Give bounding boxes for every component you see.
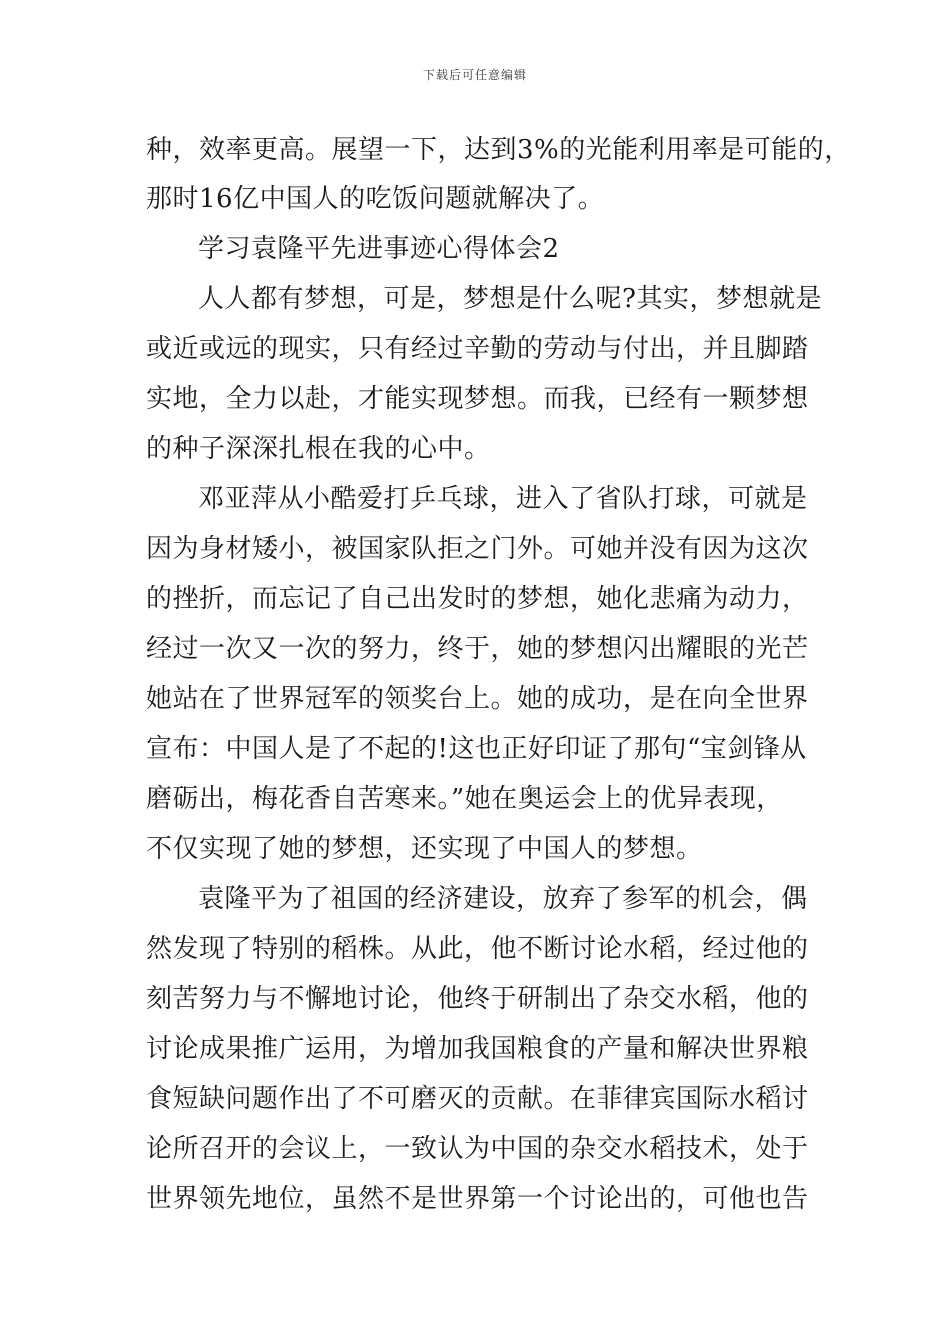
text-line: 的种子深深扎根在我的心中。 bbox=[146, 434, 491, 464]
text-line: 她站在了世界冠军的领奖台上。她的成功，是在向全世界 bbox=[146, 684, 809, 714]
text-line: 世界领先地位，虽然不是世界第一个讨论出的，可他也告 bbox=[146, 1184, 809, 1214]
text-line: 食短缺问题作出了不可磨灭的贡献。在菲律宾国际水稻讨 bbox=[146, 1084, 809, 1114]
text-line: 人人都有梦想，可是，梦想是什么呢?其实，梦想就是 bbox=[198, 284, 822, 314]
text-line: 经过一次又一次的努力，终于，她的梦想闪出耀眼的光芒 bbox=[146, 634, 809, 664]
text-line: 或近或远的现实，只有经过辛勤的劳动与付出，并且脚踏 bbox=[146, 334, 809, 364]
text-line: 种，效率更高。展望一下，达到3%的光能利用率是可能的， bbox=[146, 135, 851, 165]
text-line: 宣布：中国人是了不起的!这也正好印证了那句“宝剑锋从 bbox=[146, 734, 807, 764]
header-note: 下载后可任意编辑 bbox=[422, 68, 527, 82]
text-line: 讨论成果推广运用，为增加我国粮食的产量和解决世界粮 bbox=[146, 1034, 809, 1064]
text-line: 袁隆平为了祖国的经济建设，放弃了参军的机会，偶 bbox=[198, 884, 808, 914]
section-title: 学习袁隆平先进事迹心得体会2 bbox=[198, 234, 560, 264]
text-line: 磨砺出，梅花香自苦寒来。”她在奥运会上的优异表现， bbox=[146, 784, 783, 814]
text-line: 论所召开的会议上，一致认为中国的杂交水稻技术，处于 bbox=[146, 1134, 809, 1164]
text-line: 然发现了特别的稻株。从此，他不断讨论水稻，经过他的 bbox=[146, 934, 809, 964]
text-line: 因为身材矮小，被国家队拒之门外。可她并没有因为这次 bbox=[146, 534, 809, 564]
text-line: 不仅实现了她的梦想，还实现了中国人的梦想。 bbox=[146, 834, 703, 864]
text-line: 的挫折，而忘记了自己出发时的梦想，她化悲痛为动力， bbox=[146, 584, 809, 614]
text-line: 实地，全力以赴，才能实现梦想。而我，已经有一颗梦想 bbox=[146, 384, 809, 414]
text-line: 邓亚萍从小酷爱打乒乓球，进入了省队打球，可就是 bbox=[198, 484, 808, 514]
text-line: 那时16亿中国人的吃饭问题就解决了。 bbox=[146, 184, 605, 214]
text-line: 刻苦努力与不懈地讨论，他终于研制出了杂交水稻，他的 bbox=[146, 984, 809, 1014]
